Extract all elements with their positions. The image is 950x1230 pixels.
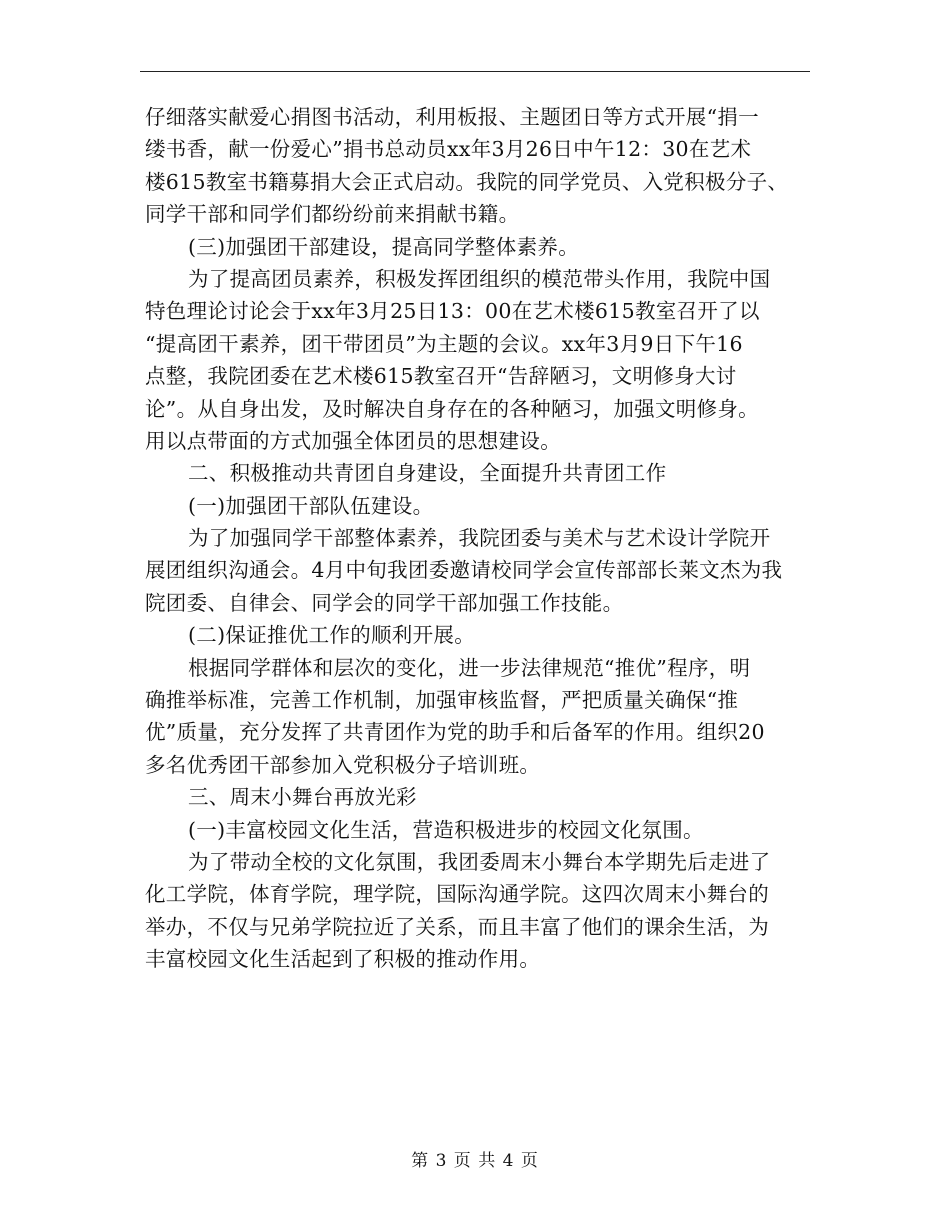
text-line: 用以点带面的方式加强全体团员的思想建设。 xyxy=(145,428,561,453)
text-line: 展团组织沟通会。4月中旬我团委邀请校同学会宣传部部长莱文杰为我 xyxy=(145,558,783,583)
text-line: (三)加强团干部建设，提高同学整体素养。 xyxy=(188,234,579,259)
text-line: 仔细落实献爱心捐图书活动，利用板报、主题团日等方式开展“捐一 xyxy=(145,105,759,129)
text-line: 楼615教室书籍募捐大会正式启动。我院的同学党员、入党积极分子、 xyxy=(145,169,789,194)
text-line: “提高团干素养，团干带团员”为主题的会议。xx年3月9日下午16 xyxy=(145,331,743,356)
text-line: 举办，不仅与兄弟学院拉近了关系，而且丰富了他们的课余生活，为 xyxy=(145,914,769,939)
text-line: 三、周末小舞台再放光彩 xyxy=(188,785,417,810)
text-line: 丰富校园文化生活起到了积极的推动作用。 xyxy=(145,947,541,972)
text-line: 优”质量，充分发挥了共青团作为党的助手和后备军的作用。组织20 xyxy=(145,720,765,745)
text-line: 特色理论讨论会于xx年3月25日13：00在艺术楼615教室召开了以 xyxy=(145,299,760,324)
text-line: 确推举标准，完善工作机制，加强审核监督，严把质量关确保“推 xyxy=(145,688,739,713)
text-line: 为了加强同学干部整体素养，我院团委与美术与艺术设计学院开 xyxy=(188,526,771,551)
document-body xyxy=(145,101,810,976)
text-line: 缕书香，献一份爱心”捐书总动员xx年3月26日中午12：30在艺术 xyxy=(145,137,752,162)
text-line: (二)保证推优工作的顺利开展。 xyxy=(188,623,475,648)
text-line: 院团委、自律会、同学会的同学干部加强工作技能。 xyxy=(145,590,624,615)
page-footer: 第 3 页 共 4 页 xyxy=(411,1151,539,1171)
text-line: 二、积极推动共青团自身建设，全面提升共青团工作 xyxy=(188,461,667,486)
text-line: 根据同学群体和层次的变化，进一步法律规范“推优”程序，明 xyxy=(188,655,751,680)
text-line: 论”。从自身出发，及时解决自身存在的各种陋习，加强文明修身。 xyxy=(145,396,759,421)
text-line: (一)加强团干部队伍建设。 xyxy=(188,493,434,518)
text-line: 为了带动全校的文化氛围，我团委周末小舞台本学期先后走进了 xyxy=(188,849,771,874)
text-line: (一)丰富校园文化生活，营造积极进步的校园文化氛围。 xyxy=(188,817,704,842)
text-line: 点整，我院团委在艺术楼615教室召开“告辞陋习，文明修身大讨 xyxy=(145,364,737,389)
text-line: 同学干部和同学们都纷纷前来捐献书籍。 xyxy=(145,202,520,227)
header-divider xyxy=(140,71,810,72)
text-line: 为了提高团员素养，积极发挥团组织的模范带头作用，我院中国 xyxy=(188,266,771,291)
text-line: 化工学院，体育学院，理学院，国际沟通学院。这四次周末小舞台的 xyxy=(145,882,769,907)
text-line: 多名优秀团干部参加入党积极分子培训班。 xyxy=(145,752,541,777)
